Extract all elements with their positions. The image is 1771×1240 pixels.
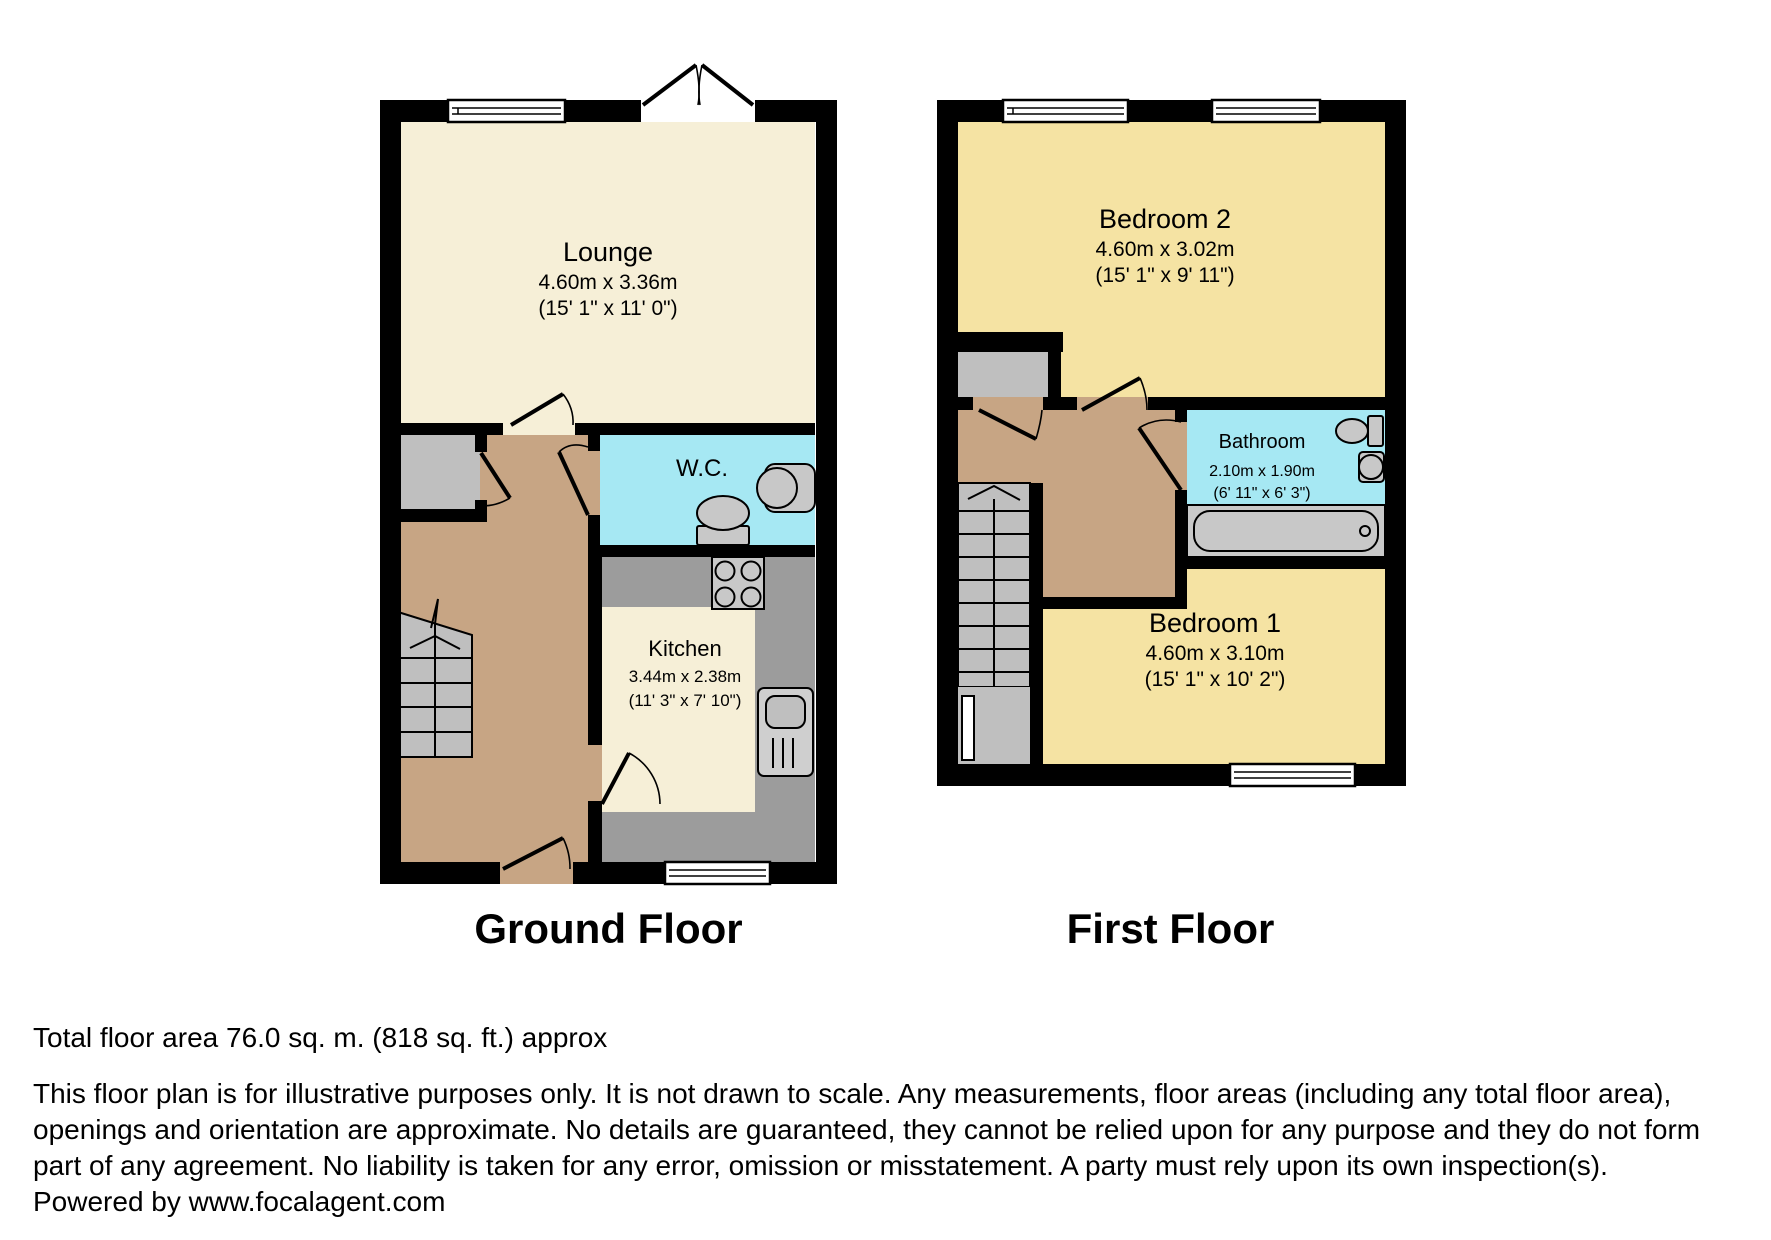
bedroom1-dims-m: 4.60m x 3.10m xyxy=(1145,642,1285,665)
kitchen-label: Kitchen xyxy=(648,636,722,661)
floorplan-ground xyxy=(380,56,837,896)
bedroom2-window-1 xyxy=(1003,100,1128,122)
disclaimer-text xyxy=(33,1076,1700,1220)
disclaimer-line: Powered by www.focalagent.com xyxy=(33,1186,446,1217)
disclaimer-line: This floor plan is for illustrative purposes only. It is not drawn to scale. Any measurements, floor areas (including any total floor area), xyxy=(33,1078,1672,1109)
bedroom1-dims-ft: (15' 1" x 10' 2") xyxy=(1144,668,1286,691)
bathroom-dims-m: 2.10m x 1.90m xyxy=(1209,463,1315,480)
kitchen-dims-ft: (11' 3" x 7' 10") xyxy=(628,691,742,710)
lounge-label: Lounge xyxy=(562,237,654,267)
bedroom2-window-2 xyxy=(1212,100,1320,122)
disclaimer-line: part of any agreement. No liability is taken for any error, omission or misstatement. A party must rely upon its own inspection(s). xyxy=(33,1150,1608,1181)
first-floor-title: First Floor xyxy=(1066,905,1275,952)
landing-floor2 xyxy=(1043,483,1175,609)
cupboard-ground xyxy=(398,435,487,522)
bathroom-dims-ft: (6' 11" x 6' 3") xyxy=(1213,485,1311,502)
lounge-window xyxy=(448,100,565,122)
stairs-first xyxy=(958,483,1030,687)
bathroom-label: Bathroom xyxy=(1218,431,1306,453)
kitchen-window xyxy=(665,862,770,884)
french-doors-swing xyxy=(641,65,755,122)
total-floor-area: Total floor area 76.0 sq. m. (818 sq. ft.) approx xyxy=(33,1022,608,1053)
bedroom1-label: Bedroom 1 xyxy=(1148,608,1282,638)
bedroom1-window xyxy=(1230,764,1355,786)
bedroom2-dims-ft: (15' 1" x 9' 11") xyxy=(1095,264,1235,287)
bedroom2-dims-m: 4.60m x 3.02m xyxy=(1095,238,1235,261)
bathtub-icon xyxy=(1187,505,1385,557)
landing-floor xyxy=(958,410,1175,483)
bedroom2-label: Bedroom 2 xyxy=(1098,204,1232,234)
lounge-dims-m: 4.60m x 3.36m xyxy=(538,271,678,294)
stairwell-void xyxy=(958,687,1030,765)
wc-label: W.C. xyxy=(676,455,728,482)
kitchen-dims-m: 3.44m x 2.38m xyxy=(628,667,742,686)
bathroom-sink-icon xyxy=(1359,452,1384,482)
ground-floor-title: Ground Floor xyxy=(474,905,743,952)
floorplan-first xyxy=(935,56,1406,790)
wc-sink-icon xyxy=(757,464,815,512)
lounge-dims-ft: (15' 1" x 11' 0") xyxy=(538,297,678,320)
toilet-icon xyxy=(697,496,749,545)
hob-icon xyxy=(712,557,764,609)
disclaimer-line: openings and orientation are approximate. No details are guaranteed, they cannot be relied upon for any purpose and they do not form xyxy=(33,1114,1701,1145)
kitchen-sink-icon xyxy=(758,688,813,776)
bathroom-toilet-icon xyxy=(1336,416,1383,446)
